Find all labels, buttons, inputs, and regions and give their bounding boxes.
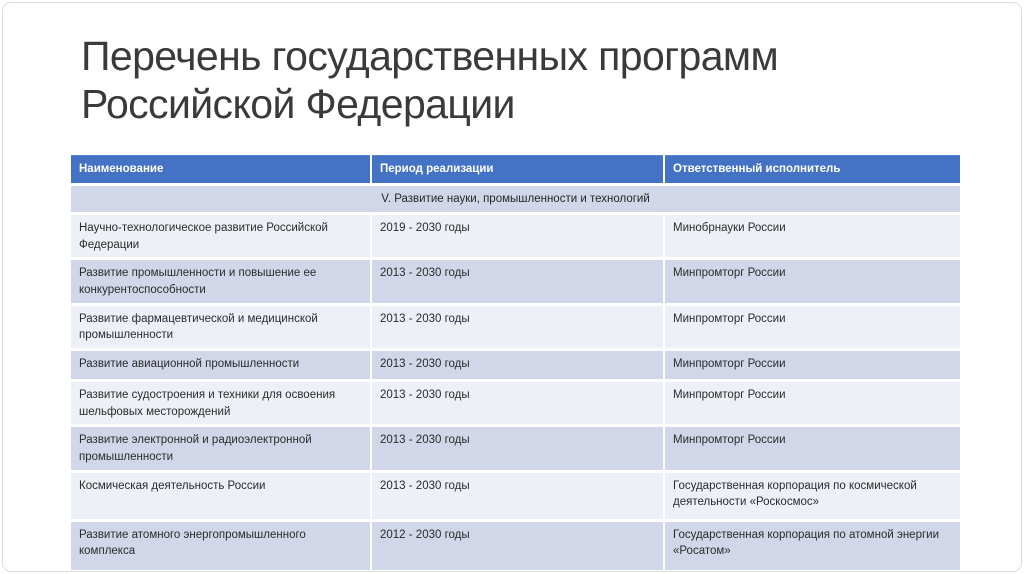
cell-period: 2012 - 2030 годы <box>372 522 663 570</box>
programs-table-container <box>69 152 962 572</box>
column-header-period: Период реализации <box>372 155 663 183</box>
table-row <box>71 427 960 469</box>
cell-executor: Минпромторг России <box>665 351 960 379</box>
slide-title: Перечень государственных программ Российской Федерации <box>81 33 779 127</box>
cell-name: Развитие промышленности и повышение ее конкурентоспособности <box>71 260 370 302</box>
cell-period: 2013 - 2030 годы <box>372 260 663 302</box>
cell-executor: Минпромторг России <box>665 260 960 302</box>
cell-period: 2019 - 2030 годы <box>372 215 663 257</box>
table-row <box>71 522 960 570</box>
cell-executor: Минпромторг России <box>665 306 960 348</box>
column-header-name: Наименование <box>71 155 370 183</box>
cell-name: Развитие авиационной промышленности <box>71 351 370 379</box>
cell-name: Развитие фармацевтической и медицинской промышленности <box>71 306 370 348</box>
table-header-row <box>71 155 960 183</box>
cell-executor: Минпромторг России <box>665 382 960 424</box>
cell-name: Развитие электронной и радиоэлектронной промышленности <box>71 427 370 469</box>
cell-name: Развитие судостроения и техники для освоения шельфовых месторождений <box>71 382 370 424</box>
table-row <box>71 473 960 519</box>
table-row <box>71 215 960 257</box>
cell-name: Развитие атомного энергопромышленного комплекса <box>71 522 370 570</box>
cell-period: 2013 - 2030 годы <box>372 473 663 519</box>
cell-period: 2013 - 2030 годы <box>372 351 663 379</box>
cell-name: Научно-технологическое развитие Российской Федерации <box>71 215 370 257</box>
cell-name: Космическая деятельность России <box>71 473 370 519</box>
programs-table <box>69 152 962 572</box>
section-header-label: V. Развитие науки, промышленности и технологий <box>71 186 960 212</box>
cell-executor: Минпромторг России <box>665 427 960 469</box>
table-row <box>71 351 960 379</box>
table-row <box>71 382 960 424</box>
section-header-row <box>71 186 960 212</box>
slide <box>2 2 1022 572</box>
cell-executor: Минобрнауки России <box>665 215 960 257</box>
cell-executor: Государственная корпорация по космической деятельности «Роскосмос» <box>665 473 960 519</box>
cell-period: 2013 - 2030 годы <box>372 427 663 469</box>
cell-period: 2013 - 2030 годы <box>372 382 663 424</box>
cell-executor: Государственная корпорация по атомной энергии «Росатом» <box>665 522 960 570</box>
column-header-executor: Ответственный исполнитель <box>665 155 960 183</box>
cell-period: 2013 - 2030 годы <box>372 306 663 348</box>
table-row <box>71 306 960 348</box>
table-row <box>71 260 960 302</box>
